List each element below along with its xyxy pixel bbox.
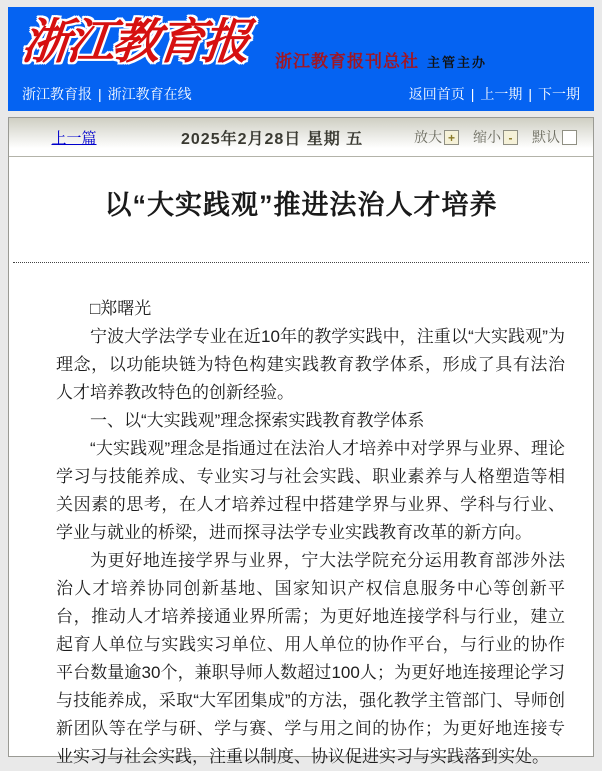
nav-link-next-issue[interactable]: 下一期	[538, 86, 580, 102]
nav-link-previous-issue[interactable]: 上一期	[480, 86, 523, 102]
toolbar-left	[9, 127, 139, 148]
header-nav	[8, 77, 594, 111]
nav-link-zhejiang-education-news[interactable]: 浙江教育报	[22, 86, 92, 102]
article-paragraph: “大实践观”理念是指通过在法治人才培养中对学界与业界、理论学习与技能养成、专业实习与社会实践、职业素养与人格塑造等相关因素的思考，在人才培养过程中搭建学界与业界、学科与行业、学业与就业的桥梁，进而探寻法学专业实践教育改革的新方向。	[56, 439, 565, 542]
publisher-name: 浙江教育报刊总社	[275, 52, 420, 71]
logo-row	[8, 7, 594, 77]
site-header	[8, 7, 594, 111]
page	[8, 0, 594, 766]
article-title: 以“大实践观”推进法治人才培养	[104, 190, 498, 220]
article-toolbar	[9, 118, 593, 157]
zoom-in-control	[414, 127, 459, 147]
font-size-controls	[404, 127, 593, 147]
zoom-in-label: 放大	[414, 129, 442, 145]
article-paragraph: 宁波大学法学专业在近10年的教学实践中，注重以“大实践观”为理念，以功能块链为特色构建实践教育教学体系，形成了具有法治人才培养教改特色的创新经验。	[56, 327, 565, 402]
article-section-heading: 一、以“大实践观”理念探索实践教育教学体系	[90, 411, 425, 430]
nav-left	[22, 84, 192, 104]
default-size-label: 默认	[532, 129, 560, 145]
nav-right	[409, 84, 580, 104]
zoom-out-button[interactable]: -	[503, 130, 518, 145]
article-body	[9, 263, 593, 771]
article-author: □郑曙光	[90, 299, 152, 318]
publisher-role: 主管主办	[427, 55, 488, 70]
zoom-out-control	[473, 127, 518, 147]
article	[9, 157, 593, 771]
zoom-out-label: 缩小	[473, 129, 501, 145]
nav-separator: |	[98, 86, 102, 102]
default-size-control	[532, 127, 577, 147]
article-paragraph: 为更好地连接学界与业界，宁大法学院充分运用教育部涉外法治人才培养协同创新基地、国家知识产权信息服务中心等创新平台，推动人才培养接通业界所需；为更好地连接学科与行业，建立起育人单位与实践实习单位、用人单位的协作平台，与行业的协作平台数量逾30个，兼职导师人数超过100人；为更好地连接理论学习与技能养成，采取“大军团集成”的方法，强化教学主管部门、导师创新团队等在学与研、学与赛、学与用之间的协作；为更好地连接专业实习与社会实践，注重以制度、协议促进实习与实践落到实处。	[56, 551, 565, 766]
nav-separator: |	[470, 86, 475, 102]
previous-article-link[interactable]: 上一篇	[51, 129, 97, 147]
newspaper-logo: 浙江教育报	[19, 14, 250, 70]
issue-date: 2025年2月28日 星期 五	[181, 130, 364, 148]
zoom-in-button[interactable]: +	[444, 130, 459, 145]
nav-link-zhejiang-education-online[interactable]: 浙江教育在线	[107, 86, 192, 102]
publisher-line	[275, 47, 487, 72]
nav-separator: |	[528, 86, 532, 102]
content-box	[8, 117, 594, 766]
nav-link-home[interactable]: 返回首页	[408, 86, 465, 102]
default-size-checkbox[interactable]	[562, 130, 577, 145]
